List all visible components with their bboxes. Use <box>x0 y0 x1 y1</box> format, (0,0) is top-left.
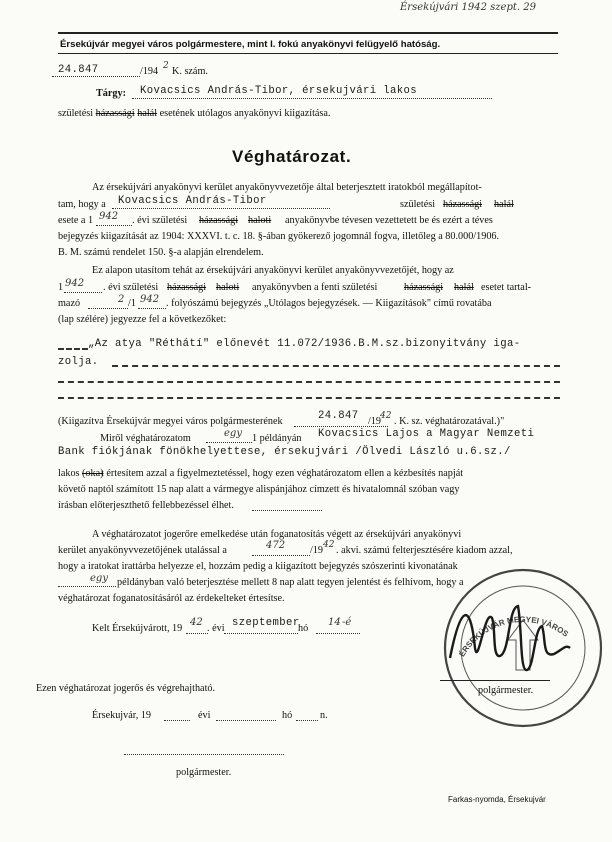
signature-title: polgármester. <box>478 685 534 696</box>
document-page: Érsekújvári 1942 szept. 29 Érsekújvár megyei város polgármestere, mint I. fokú anyakönyvi felügyelő hatóság. 24.847 /194 2 K. szám. Tárgy: Kovacsics András-Tibor, érsekujvári lakos születési házassági halál esetének utólagos anyakönyvi kiigazítása. Véghatározat. Az érsekújvári anyakönyvi kerület anyakönyvvezetője által beterjesztett iratokból megállapítot- tam, hogy a Kovacsics András-Tibor születési házassági halál esete a 1 942 . évi születési házassági haloti anyakönyvbe tévesen vezettetett be és ezért a téves bejegyzés kiigazítását az 1904: XXXVI. t. c. 18. §-ában gyökerező jogomnál fogva, illetőleg a 80.000/1906. B. M. számú rendelet 150. §-a alapján elrendelem. Ez alapon utasítom tehát az érsekújvári anyakönyvi kerület anyakönyvvezetőjét, hogy az 1 942 . évi születési házassági haloti anyakönyvben a fenti születési házassági halál esetet tartal- mazó 2 /1 942 . folyószámú bejegyzés „Utólagos bejegyzések. — Kiigazítások" című rovatába (lap szélére) jegyezze fel a következőket: „Az atya "Réthátí" előnevét 11.072/1936.B.M.sz.bizonyitvány iga- zolja. (Kiigazítva Érsekújvár megyei város polgármesterének 24.847 /19 42 . K. sz. véghatározatával.)" Miről véghatározatom egy 1 példányán Kovacsics Lajos a Magyar Nemzeti Bank fiókjának fönökhelyettese, érsekujvári /Ölvedi László u.6.sz./ lakos (oka) t értesítem azzal a figyelmeztetéssel, hogy ezen véghatározatom ellen a kézbesítés napját követő naptól számított 15 nap alatt a vármegye alispánjához címzett és hivatalomnál szóban vagy írásban előterjeszthető fellebbezéssel élhet. A véghatározatot jogerőre emelkedése után foganatosítás végett az érsekújvári anyakönyvi kerület anyakönyvvezetőjének utalással a 472 /19 42 . akvi. számú felterjesztésére kiadom azzal, hogy a iratokat irattárba helyezze el, hozzám pedig a kiigazított bejegyzés szószerinti kivonatának egy példányban való beterjesztése mellett 8 nap alatt tegyen jelentést és felhívom, hogy a véghatározat foganatosításáról az érdekelteket értesítse. Kelt Érsekújvárott, 19 42 . évi szeptember hó 14 -é ÉRSEKÚJVÁR MEGYEI VÁROS polgármester. Ezen véghatározat jogerős és végrehajtható. Érsekujvár, 19 évi hó n. polgármester. Farkas-nyomda, Érsekujvár <box>0 0 612 842</box>
correction-text-line1: „Az atya "Réthátí" előnevét 11.072/1936.B.M.sz.bizonyitvány iga- <box>88 338 521 350</box>
p1-line4: bejegyzés kiigazítását az 1904: XXXVI. t. c. 18. §-ában gyökerező jogomnál fogva, illetőleg a 80.000/1906. <box>58 231 500 242</box>
header-rule-bottom <box>58 53 558 54</box>
subject-description: születési házassági halál esetének utólagos anyakönyvi kiigazítása. <box>58 108 331 119</box>
p4-line1: A véghatározatot jogerőre emelkedése után foganatosítás végett az érsekújvári anyakönyvi <box>92 529 462 540</box>
dashed-fill-line <box>112 365 560 367</box>
dashed-fill-line <box>58 381 560 383</box>
office-header: Érsekújvár megyei város polgármestere, mint I. fokú anyakönyvi felügyelő hatóság. <box>60 39 441 50</box>
p3-line3: Bank fiókjának fönökhelyettese, érsekujvári /Ölvedi László u.6.sz./ <box>58 446 511 458</box>
document-title: Véghatározat. <box>232 147 352 166</box>
stamp-lettering: ÉRSEKÚJVÁR MEGYEI VÁROS <box>457 614 571 659</box>
footer-signature-title: polgármester. <box>176 767 232 778</box>
p1-line5: B. M. számú rendelet 150. §-a alapján elrendelem. <box>58 247 264 258</box>
p4-line5: véghatározat foganatosításáról az érdekelteket értesítse. <box>58 593 285 604</box>
handwritten-signature <box>430 588 580 688</box>
footer-legal-note: Ezen véghatározat jogerős és végrehajtható. <box>36 683 216 694</box>
p3-line6: írásban előterjeszthető fellebbezéssel élhet. <box>58 500 234 511</box>
p1-line1: Az érsekújvári anyakönyvi kerület anyakönyvvezetője által beterjesztett iratokból megállapítot- <box>92 182 482 193</box>
correction-text-line2: zolja. <box>58 356 99 368</box>
header-rule-top <box>58 32 558 34</box>
p2-line1: Ez alapon utasítom tehát az érsekújvári anyakönyvi kerület anyakönyvvezetőjét, hogy az <box>92 265 454 276</box>
p3-line5: követő naptól számított 15 nap alatt a vármegye alispánjához címzett és hivatalomnál szóban vagy <box>58 484 460 495</box>
corner-handwritten-note: Érsekújvári 1942 szept. 29 <box>400 2 536 13</box>
dashed-fill-line <box>58 397 560 399</box>
printer-imprint: Farkas-nyomda, Érsekujvár <box>448 795 546 804</box>
p2-line4: (lap szélére) jegyezze fel a következőket: <box>58 314 227 325</box>
p4-line3: hogy a iratokat irattárba helyezze el, hozzám pedig a kiigazított bejegyzés szószerinti kivonatának <box>58 561 458 572</box>
